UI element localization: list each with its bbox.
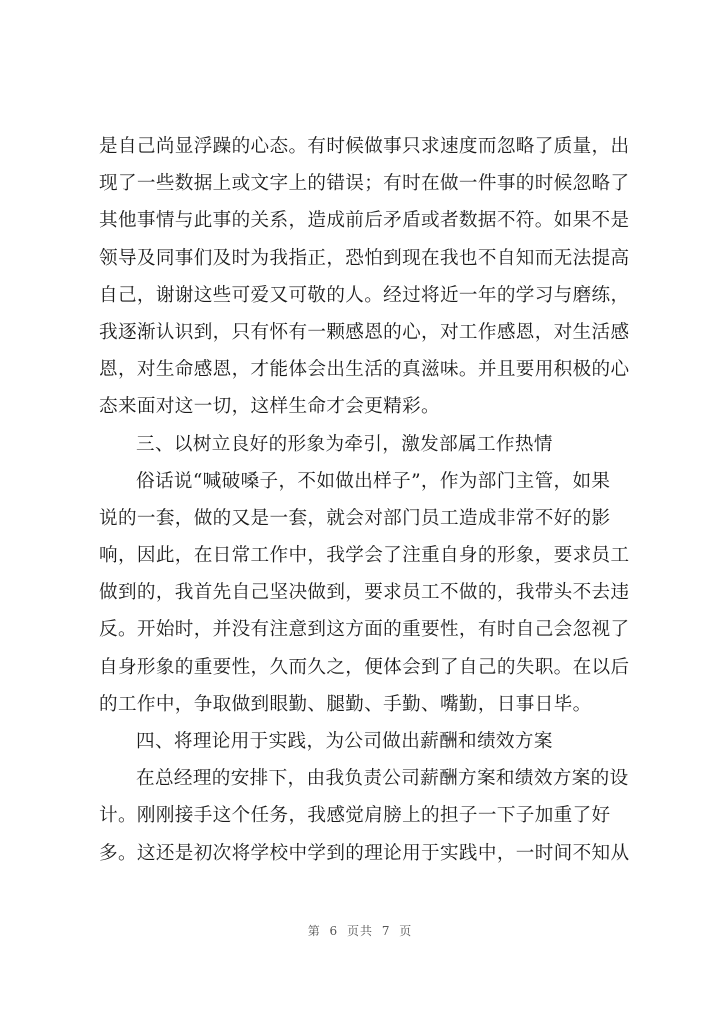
text-line: 做到的，我首先自己坚决做到，要求员工不做的，我带头不去违 xyxy=(99,582,630,604)
text-line: 说的一套，做的又是一套，就会对部门员工造成非常不好的影 xyxy=(99,507,611,529)
text-line: 多。这还是初次将学校中学到的理论用于实践中，一时间不知从 xyxy=(99,842,630,864)
text-line: 我逐渐认识到，只有怀有一颗感恩的心，对工作感恩，对生活感 xyxy=(99,321,630,343)
section-heading: 四、将理论用于实践，为公司做出薪酬和绩效方案 xyxy=(136,731,553,752)
text-line: 在总经理的安排下，由我负责公司薪酬方案和绩效方案的设 xyxy=(136,768,629,790)
text-line: 自身形象的重要性，久而久之，便体会到了自己的失职。在以后 xyxy=(99,656,630,678)
document-body xyxy=(99,128,639,872)
text-line: 恩，对生命感恩，才能体会出生活的真滋味。并且要用积极的心 xyxy=(99,359,630,381)
text-line: 的工作中，争取做到眼勤、腿勤、手勤、嘴勤，日事日毕。 xyxy=(99,693,592,715)
text-line: 反。开始时，并没有注意到这方面的重要性，有时自己会忽视了 xyxy=(99,619,630,641)
text-line: 是自己尚显浮躁的心态。有时候做事只求速度而忽略了质量，出 xyxy=(99,136,630,157)
text-line: 响，因此，在日常工作中，我学会了注重自身的形象，要求员工 xyxy=(99,545,630,567)
text-line: 领导及同事们及时为我指正，恐怕到现在我也不自知而无法提高 xyxy=(99,247,630,269)
text-line: 计。刚刚接手这个任务，我感觉肩膀上的担子一下子加重了好 xyxy=(99,805,611,827)
text-line: 自己，谢谢这些可爱又可敬的人。经过将近一年的学习与磨练， xyxy=(99,284,630,306)
text-line: 其他事情与此事的关系，造成前后矛盾或者数据不符。如果不是 xyxy=(99,210,630,232)
text-line: 俗话说“喊破嗓子，不如做出样子”，作为部门主管，如果 xyxy=(136,470,611,492)
page-number-footer: 第 6 页共 7 页 xyxy=(307,924,413,938)
text-line: 态来面对这一切，这样生命才会更精彩。 xyxy=(99,396,440,418)
text-line: 现了一些数据上或文字上的错误；有时在做一件事的时候忽略了 xyxy=(99,173,630,195)
section-heading: 三、以树立良好的形象为牵引，激发部属工作热情 xyxy=(136,433,553,455)
